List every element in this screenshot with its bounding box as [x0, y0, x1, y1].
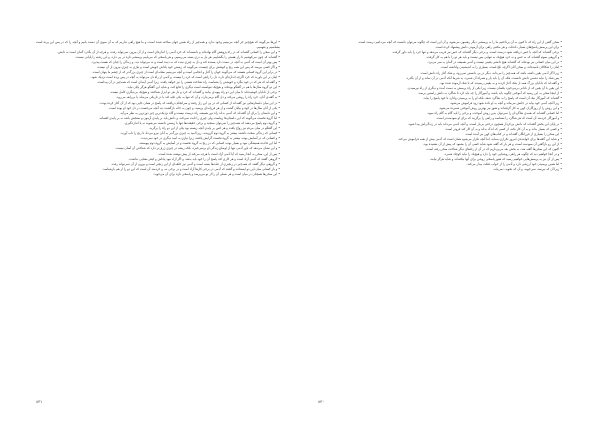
paragraph: • و شاید این گفته‌ها برای خواننده‌ی امروز تکراری بنماید، اما آنچه تکرار می‌شود همان است که آدمی بیش از همه فراموش می‌کند. — [397, 136, 562, 141]
paragraph: • و این روش را از روزگاران کهن به کار گرفته‌اند و هنوز نیز بهترین روش آموختن شمرده می‌شود. — [438, 106, 562, 111]
paragraph: • زیرا اگر آدمی یقین داشته باشد که همه‌چیز را می‌داند، دیگر در پی دانستن نمی‌رود، و شک آغاز راه دانش است. — [420, 70, 562, 75]
paragraph: • و این سخن را کسانی گفته‌اند که در راه پژوهش گام نهاده‌اند و دانسته‌اند که خرد آدمی را اندازه‌ای است و از آن بیرون نمی‌تواند رفت، و هرچه از آن بگذرد گمان است نه دانش. — [57, 49, 280, 54]
paragraph: • این سخن‌ها همچنان در میان است و هر نسلی آن را از نو می‌پرسد و پاسخی تازه برای آن می‌جوید. — [153, 171, 280, 176]
right-page — [318, 40, 562, 396]
paragraph: • زیرا آنچه آدمی خود بیابد در جانش می‌ماند و آنچه به او داده شود زود فراموش می‌شود. — [449, 101, 562, 106]
paragraph: • این یقین با آن یقین که از نادانی برمی‌خیزد یکسان نیست، زیرا یکی از راه پرسش به دست آمده و دیگری از راه نپرسیدن. — [407, 85, 562, 90]
paragraph: • و اگر کسی بپرسد که پس این همه رنج و کوشش برای چیست، می‌گویند که زیستن خود پاداش خویش است و نیازی به چیزی بیرون از آن نیست. — [96, 64, 280, 69]
paragraph: • اما همین پرسیدن خود ارزشی دارد و آدمی را از خواب غفلت بیدار می‌کند. — [466, 162, 562, 167]
paragraph: • کسانی که زندگی سخت داشتند بیشتر به گروه دوم گرویدند، زیرا امید به چیزی بزرگ‌تر به آنان نیرو می‌داد تا رنج را تاب آورند. — [120, 131, 280, 136]
paragraph: • و کسی که بسیار بداند و به آن کار نکند، از کسی که اندک بداند و به آن کار کند فروتر است. — [444, 126, 562, 131]
paragraph: • پس از آن نیز به پرسش‌هایی خواهیم رسید که هنوز پاسخی روشن برای آنها نیافته‌اند و شاید هرگز نیابند. — [429, 157, 562, 162]
paragraph: • برخی گفته‌اند که آنچه با حس دریافته شود درست است، و برخی دیگر گفته‌اند که حس نیز فریب می‌دهد و تنها خرد را باید داور گرفت. — [391, 50, 562, 55]
paragraph: • و گروهی دیگر گفتند که همه‌چیز در زنجیری از علت‌ها بسته است و آدمی نیز حلقه‌ای از این زنجیر است و بیرون از آن نمی‌تواند رفت. — [110, 161, 280, 166]
paragraph: • این‌ها می‌گویند که هیچ‌چیز جز آنچه می‌بینیم وجود ندارد و همه‌چیز از راه همین جهان ساخته شده است، و ما هیچ راهی نداریم که به آن سوی آن دست یابیم و آنچه را که در پس این پرده است بشناسیم و بفهمیم. — [36, 40, 280, 49]
paragraph: • برخی از دانایان کوشیده‌اند تا میان این دو راه پیوندی بیابند و گفته‌اند که خرد و دل هر دو ابزار شناختند و هیچ‌یک بی‌دیگری کامل نیست. — [109, 90, 280, 95]
paragraph: • و گروهی سوم گفته‌اند که نه حس و نه خرد هیچ‌یک به تنهایی بس نیست و باید هر دو را با هم به کار گرفت. — [426, 55, 562, 60]
left-page — [36, 40, 280, 396]
paragraph: • پس از این، سخن به آنجا رسید که آیا آدمی آزاد است یا هرچه می‌کند از پیش نوشته شده است. — [158, 151, 280, 156]
paragraph: • گروهی گفتند که آدمی آزاد است و هر کاری کند پاسخ آن را خود باید بدهد، و اگر آزاد نبود پاداش و کیفر معنایی نداشت. — [128, 156, 280, 161]
paragraph: • اکنون که این سخن‌ها گفته شد، به بخش بعد می‌پردازیم که در آن از راه‌های دیگر شناخت سخن رفته است. — [425, 146, 562, 151]
paragraph: • این گفتگو در میان مردم نیز رواج یافت و هر کس بر پایه‌ی آنچه زیسته بود یکی از این دو راه را برگزید. — [148, 126, 280, 131]
left-page-number: ۸۳۱ — [36, 399, 43, 404]
paragraph: • اینان بر این باورند که خرد اگرچه اندازه‌ای دارد، دل را راهی است که خرد را نیست، و آدمی از راه دل می‌تواند به آنچه در پس پرده است نزدیک شود. — [90, 75, 280, 80]
paragraph: • اما کسانی گفته‌اند که همه‌ی شاگردان را نمی‌توان بدین روش آموخت، و برخی را باید گام به گام راه نمود. — [427, 111, 562, 116]
paragraph: • گفته‌اند که چون می‌کوشیم تا راز هستی را بگشاییم، هر بار به دری بسته می‌رسیم، و هر پاسخی که می‌یابیم پرسشی تازه در پی دارد، و این رشته را پایانی نیست. — [75, 54, 280, 59]
paragraph: • اما این قاعده همیشگی نبود و بسیار بودند کسانی که در رنج به گروه نخست و در آسایش به گروه دوم پیوستند. — [138, 141, 280, 146]
paragraph: • برای این پرسش پاسخ‌های بسیار داده‌اند، و هر مکتبی راهی برای آزمودن دانش پیشنهاد کرده است. — [435, 45, 562, 50]
paragraph: • و باز کسانی میان این دو ایستادند و گفتند که آدمی در برخی کارها آزاد است و در برخی نه، و خردمند آن است که این دو را از هم بازشناسد. — [102, 166, 280, 171]
paragraph: • و گفته‌اند که هر که در خود بنگرد و خویشتن را بشناسد، راه شناخت هستی را نیز خواهد یافت، زیرا آدمی آینه‌ای است که همه‌چیز در آن پیداست. — [96, 80, 280, 85]
paragraph: • و این نشان می‌دهد که باور آدمی تنها از اوضاع زندگی او برنمی‌خیزد، بلکه ریشه در چیزی ژرف‌تر دارد که شناختن آن آسان نیست. — [115, 146, 280, 151]
paragraph: • در این میان داستان‌هایی نیز گفته‌اند از کسانی که در پی این راز رفتند و سرانجام دریافتند که پاسخ در همان جایی بود که از آن آغاز کرده بودند. — [99, 100, 280, 105]
left-page-text-column — [36, 40, 280, 396]
paragraph: • در پایان این بخش گفته‌اند که دانش بی‌کردار همچون درختی بی‌بار است، و آنچه آدمی می‌داند باید در زندگی‌اش پیدا شود. — [407, 121, 562, 126]
paragraph: • و گروه دوم پاسخ می‌دهند که همه‌چیز را نمی‌توان سنجید و برخی حقیقت‌ها تنها با زیستن دانسته می‌شوند نه با اندازه‌گیری. — [124, 120, 280, 125]
paragraph: • اما گروه نخست می‌گویند که این داستان‌ها زیباست ولی چیزی را ثابت نمی‌کند، و دانش باید بر پایه‌ی آزمون و سنجش باشد نه بر پایه‌ی افسانه. — [98, 115, 280, 120]
paragraph: • این سخن را بسیاری از فرزانگان گفته‌اند و در کتاب‌های کهن نیز آمده است. — [464, 131, 562, 136]
paragraph: • از این رو بازگفتن آن سودمند است، و هر بار که گفته شود شاید کسی آن را بشنود که پیش از آن نشنیده بود. — [423, 141, 562, 146]
paragraph: • زیرا آن که نپرسد، نمی‌جوید، و آن که نجوید، نمی‌یابد. — [493, 167, 562, 172]
paragraph: • سخن گفتن از این راه که تا کنون به آن پرداختیم ما را به پرسشی دیگر رهنمون می‌شود، و آن این است که چگونه می‌توان دانست که آنچه می‌دانیم درست است. — [357, 40, 562, 44]
paragraph: • و در آنجا خواهیم دید که چگونه هر راهی روشنایی خود را دارد و هیچ‌یک را نباید کوچک شمرد. — [443, 152, 562, 157]
paragraph: • و آموزگار خردمند آن است که هر شاگرد را بشناسد و راهی را برگزیند که برای او سودمندتر است. — [436, 116, 562, 121]
paragraph: • به گفته‌ی آنان، خرد راه را روشن می‌کند و دل گام برمی‌دارد، و آن که تنها به یکی تکیه کند یا در تاریکی می‌ماند یا بی‌راهه می‌رود. — [116, 95, 280, 100]
paragraph: • پس بهتر آن است که آدمی به آنچه در دست دارد بسنده کند و دل به چیزی نبندد که نه دیده است و نه می‌تواند دید، و زندگی را چنان که هست بپذیرد. — [91, 59, 280, 64]
paragraph: • در این میان کسانی نیز بوده‌اند که گفته‌اند هیچ دانشی یقینی نیست و آدمی همیشه در گمان به سر می‌برد. — [427, 60, 562, 65]
paragraph: • این دو گروه سال‌ها با هم در گفتگو بوده‌اند و هیچ‌یک نتوانسته است دیگری را قانع کند، و شاید این گفتگو هرگز پایان نیابد. — [126, 85, 280, 90]
right-page-text-column — [318, 40, 562, 396]
paragraph: • و کسانی که در آسایش بودند بیشتر به گروه نخست گرایش یافتند، زیرا نیازی به امید دیگری در خود نمی‌دیدند. — [140, 136, 280, 141]
paragraph: • یکی از آنان سال‌ها در کوه و بیابان گشت و از هر فرزانه‌ای پرسید، و چون به خانه بازگشت دید آنچه می‌جست در دل خود او بوده است. — [108, 105, 280, 110]
paragraph: • اینان را شکاکان نامیده‌اند، و سخن آنان اگرچه تلخ است، بسیاری را به اندیشیدن واداشته است. — [440, 65, 562, 70]
paragraph: • و این داستان را برای آن گفته‌اند که آدمی بداند راه دور همیشه راه درست نیست و گاه نزدیک‌ترین چیز دورترین به نظر می‌آید. — [119, 110, 280, 115]
paragraph: • از اینجا سخن به این رسید که آموختن چگونه باید باشد، و آموزگار را چه باید کرد تا شاگرد به دانش راستین برسد. — [417, 90, 562, 95]
paragraph: • گفته‌اند که آموزگار نیک آن است که پاسخ را به شاگرد ندهد، بلکه او را به پرسیدن وادارد تا خود پاسخ را بیابد. — [423, 96, 562, 101]
paragraph: • در برابر این گروه کسانی هستند که می‌گویند جهان را آغاز و انجامی است و آنچه می‌بینیم نشانه‌ای است از چیزی بزرگ‌تر که از چشم ما پنهان است. — [92, 70, 280, 75]
paragraph: • پس شک را نباید دشمن دانش دانست، بلکه آن را باید یار و همراه آن شمرد، به شرط آنکه آدمی در آن نماند و از آن بگذرد. — [405, 75, 562, 80]
right-page-number: ۸۳۰ — [318, 399, 325, 404]
paragraph: • و گفته‌اند که دانایان بزرگ همه از شک آغاز کردند و به یقینی رسیدند که با شک آزموده شده بود. — [439, 80, 562, 85]
